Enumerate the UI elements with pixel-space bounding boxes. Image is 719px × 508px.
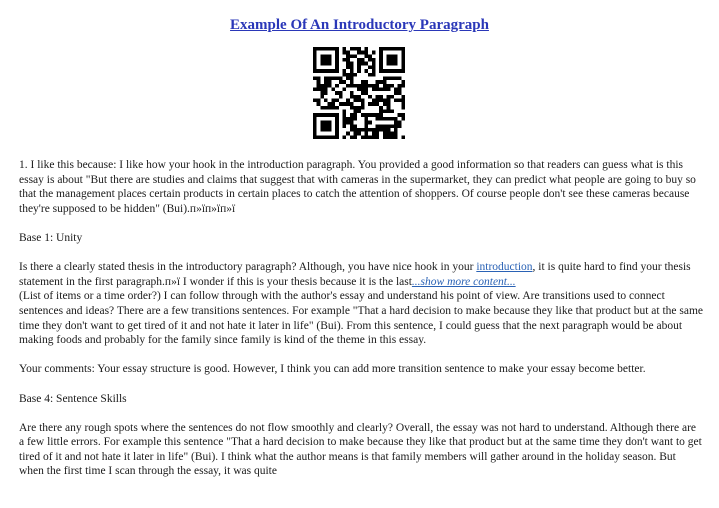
section-heading-sentence-skills: Base 4: Sentence Skills <box>19 392 127 405</box>
paragraph-transitions: (List of items or a time order?) I can follow through with the author's essay and understand his point of view. Are transitions used to connect sentences and ideas? There are a few transitions sentences. For example "That a hard decision to make because they like that product but at the same time they don't want to get tired of it and not hate it later in life" (Bui). From this sentence, I could guess that the next paragraph would be about making foods and probably for the family since family is kind of the theme in this essay. <box>19 290 704 347</box>
qr-code-icon <box>313 47 405 139</box>
show-more-link[interactable]: ...show more content... <box>411 275 516 288</box>
paragraph-1: 1. I like this because: I like how your hook in the introduction paragraph. You provided a good information so that readers can guess what is this essay is about "But there are studies and claims that suggest that with cameras in the supermarket, they can predict what people are going to buy so that the management places certain products in certain places to catch the attention of shoppers. Of course people don't see these cameras because they're supposed to be hidden" (Bui).п»їп»їп»ї <box>19 159 696 215</box>
paragraph-thesis <box>19 260 703 289</box>
introduction-link[interactable]: introduction <box>476 261 533 274</box>
paragraph-thesis-text-start: Is there a clearly stated thesis in the introductory paragraph? Although, you have nice hook in your <box>19 261 477 274</box>
article-body <box>19 158 703 494</box>
page-title-link[interactable]: Example Of An Introductory Paragraph <box>230 17 489 33</box>
paragraph-comments: Your comments: Your essay structure is good. However, I think you can add more transition sentence to make your essay become better. <box>19 363 646 376</box>
section-heading-unity: Base 1: Unity <box>19 231 83 244</box>
paragraph-sentence-skills: Are there any rough spots where the sentences do not flow smoothly and clearly? Overall, the essay was not hard to understand. Although there are a few little errors. For example this sentence "That a hard decision to make because they like that product but at the same time they don't want to get tired of it and not hate it later in life" (Bui). I think what the author means is that family members will gather around in the holiday season. But when the first time I scan through the essay, it was quite <box>19 421 702 478</box>
paragraph-thesis-text-end: , it is quite hard to find your thesis statement in the first paragraph.п»ї I wonder if this is your thesis because it is the last <box>19 261 691 288</box>
page-title <box>0 15 719 35</box>
